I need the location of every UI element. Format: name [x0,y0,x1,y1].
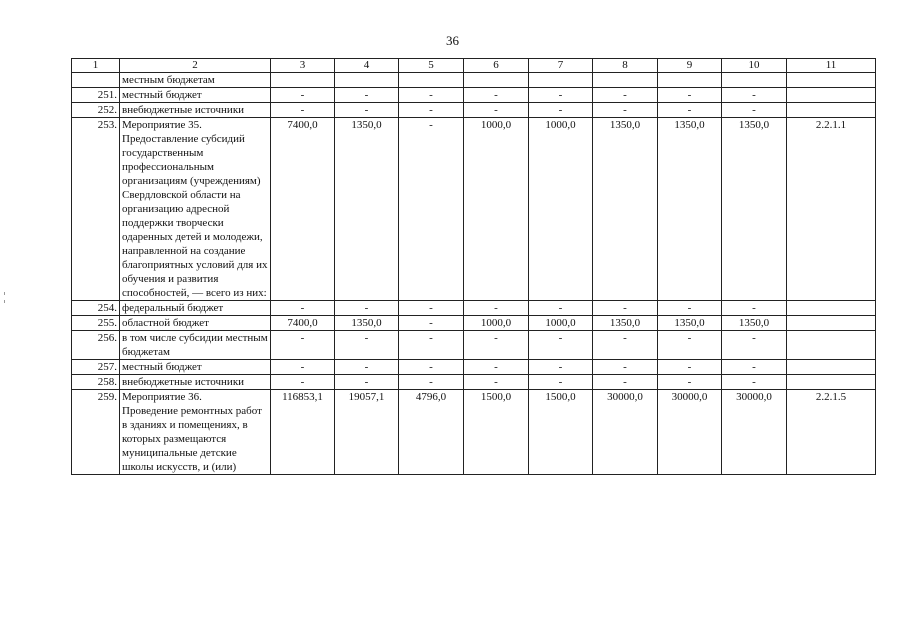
value-cell: 1500,0 [464,390,529,475]
value-cell [658,73,722,88]
value-cell [464,73,529,88]
row-number: 251. [72,88,120,103]
value-cell: - [464,375,529,390]
scan-artifact [4,300,5,303]
value-cell: - [399,360,464,375]
column-header-6: 6 [464,59,529,73]
page-number: 36 [446,33,459,48]
value-cell: 1350,0 [593,316,658,331]
table-row [72,88,876,103]
value-cell: 1350,0 [593,118,658,301]
row-description: в том числе субсидии местным бюджетам [120,331,271,360]
value-cell: - [658,375,722,390]
column-header-1: 1 [72,59,120,73]
row-number: 258. [72,375,120,390]
column-header-4: 4 [335,59,399,73]
value-cell: - [593,301,658,316]
value-cell: - [335,375,399,390]
value-cell: 116853,1 [271,390,335,475]
value-cell: 1350,0 [722,316,787,331]
column-header-11: 11 [787,59,876,73]
row-number: 253. [72,118,120,301]
value-cell: - [529,331,593,360]
target-code: 2.2.1.5 [787,390,876,475]
value-cell: - [271,360,335,375]
value-cell: - [399,88,464,103]
value-cell: - [335,88,399,103]
row-description: федеральный бюджет [120,301,271,316]
target-code [787,103,876,118]
value-cell: 30000,0 [593,390,658,475]
row-description: местный бюджет [120,360,271,375]
value-cell: - [271,331,335,360]
row-description: местным бюджетам [120,73,271,88]
value-cell: - [722,88,787,103]
value-cell: - [529,375,593,390]
value-cell: 1000,0 [464,118,529,301]
target-code [787,360,876,375]
row-number: 254. [72,301,120,316]
column-header-10: 10 [722,59,787,73]
value-cell: - [529,301,593,316]
row-number: 257. [72,360,120,375]
value-cell: - [271,375,335,390]
column-header-5: 5 [399,59,464,73]
value-cell: - [464,103,529,118]
value-cell: - [722,375,787,390]
target-code [787,73,876,88]
table-row [72,375,876,390]
value-cell: 1000,0 [529,316,593,331]
row-description: внебюджетные источники [120,103,271,118]
column-header-3: 3 [271,59,335,73]
value-cell: - [722,301,787,316]
target-code: 2.2.1.1 [787,118,876,301]
value-cell: 19057,1 [335,390,399,475]
value-cell: 1350,0 [658,118,722,301]
target-code [787,331,876,360]
column-header-8: 8 [593,59,658,73]
target-code [787,375,876,390]
table-row [72,390,876,475]
target-code [787,316,876,331]
value-cell: - [593,331,658,360]
table-row [72,118,876,301]
row-description: Мероприятие 35. Предоставление субсидий государственным профессиональным организациям (учреждениям) Свердловской области на организацию адресной поддержки творчески одаренных детей и молодежи, направленной на создание благоприятных условий для их обучения и развития способностей, — всего из них: [120,118,271,301]
value-cell: - [399,316,464,331]
value-cell: - [529,360,593,375]
value-cell: - [658,88,722,103]
table-row [72,73,876,88]
value-cell: 1000,0 [529,118,593,301]
row-description: областной бюджет [120,316,271,331]
value-cell: - [271,88,335,103]
value-cell: - [399,118,464,301]
row-number: 252. [72,103,120,118]
value-cell: - [658,360,722,375]
value-cell: - [529,103,593,118]
scan-artifact [4,292,5,295]
value-cell: - [722,103,787,118]
value-cell: - [529,88,593,103]
target-code [787,301,876,316]
row-number: 259. [72,390,120,475]
value-cell: - [722,331,787,360]
value-cell: - [335,360,399,375]
value-cell: - [335,103,399,118]
value-cell: - [658,331,722,360]
value-cell [335,73,399,88]
row-number: 256. [72,331,120,360]
value-cell [271,73,335,88]
value-cell: - [464,331,529,360]
value-cell: - [593,360,658,375]
value-cell: 1350,0 [335,316,399,331]
value-cell: 1500,0 [529,390,593,475]
value-cell: - [399,331,464,360]
value-cell: 1350,0 [722,118,787,301]
value-cell [399,73,464,88]
table-body [72,73,876,475]
value-cell [529,73,593,88]
value-cell: 30000,0 [658,390,722,475]
value-cell: 30000,0 [722,390,787,475]
row-description: Мероприятие 36. Проведение ремонтных работ в зданиях и помещениях, в которых размещаются муниципальные детские школы искусств, и (или) [120,390,271,475]
table-row [72,301,876,316]
value-cell: - [335,331,399,360]
row-description: внебюджетные источники [120,375,271,390]
table-row [72,103,876,118]
value-cell: - [399,375,464,390]
table-row [72,316,876,331]
value-cell: 4796,0 [399,390,464,475]
row-number: 255. [72,316,120,331]
value-cell: 7400,0 [271,316,335,331]
value-cell: - [593,88,658,103]
column-header-9: 9 [658,59,722,73]
value-cell: - [593,375,658,390]
value-cell: - [593,103,658,118]
budget-table [71,58,876,475]
value-cell: - [464,301,529,316]
column-header-2: 2 [120,59,271,73]
value-cell: 1350,0 [335,118,399,301]
value-cell: - [271,301,335,316]
value-cell: - [271,103,335,118]
value-cell: - [335,301,399,316]
row-description: местный бюджет [120,88,271,103]
value-cell: 1000,0 [464,316,529,331]
column-header-7: 7 [529,59,593,73]
value-cell: - [464,360,529,375]
table-row [72,331,876,360]
value-cell: 7400,0 [271,118,335,301]
value-cell: 1350,0 [658,316,722,331]
target-code [787,88,876,103]
table-row [72,360,876,375]
value-cell: - [658,103,722,118]
value-cell: - [464,88,529,103]
value-cell: - [399,103,464,118]
value-cell [593,73,658,88]
header-row [72,59,876,73]
row-number [72,73,120,88]
value-cell: - [399,301,464,316]
value-cell: - [722,360,787,375]
value-cell: - [658,301,722,316]
value-cell [722,73,787,88]
